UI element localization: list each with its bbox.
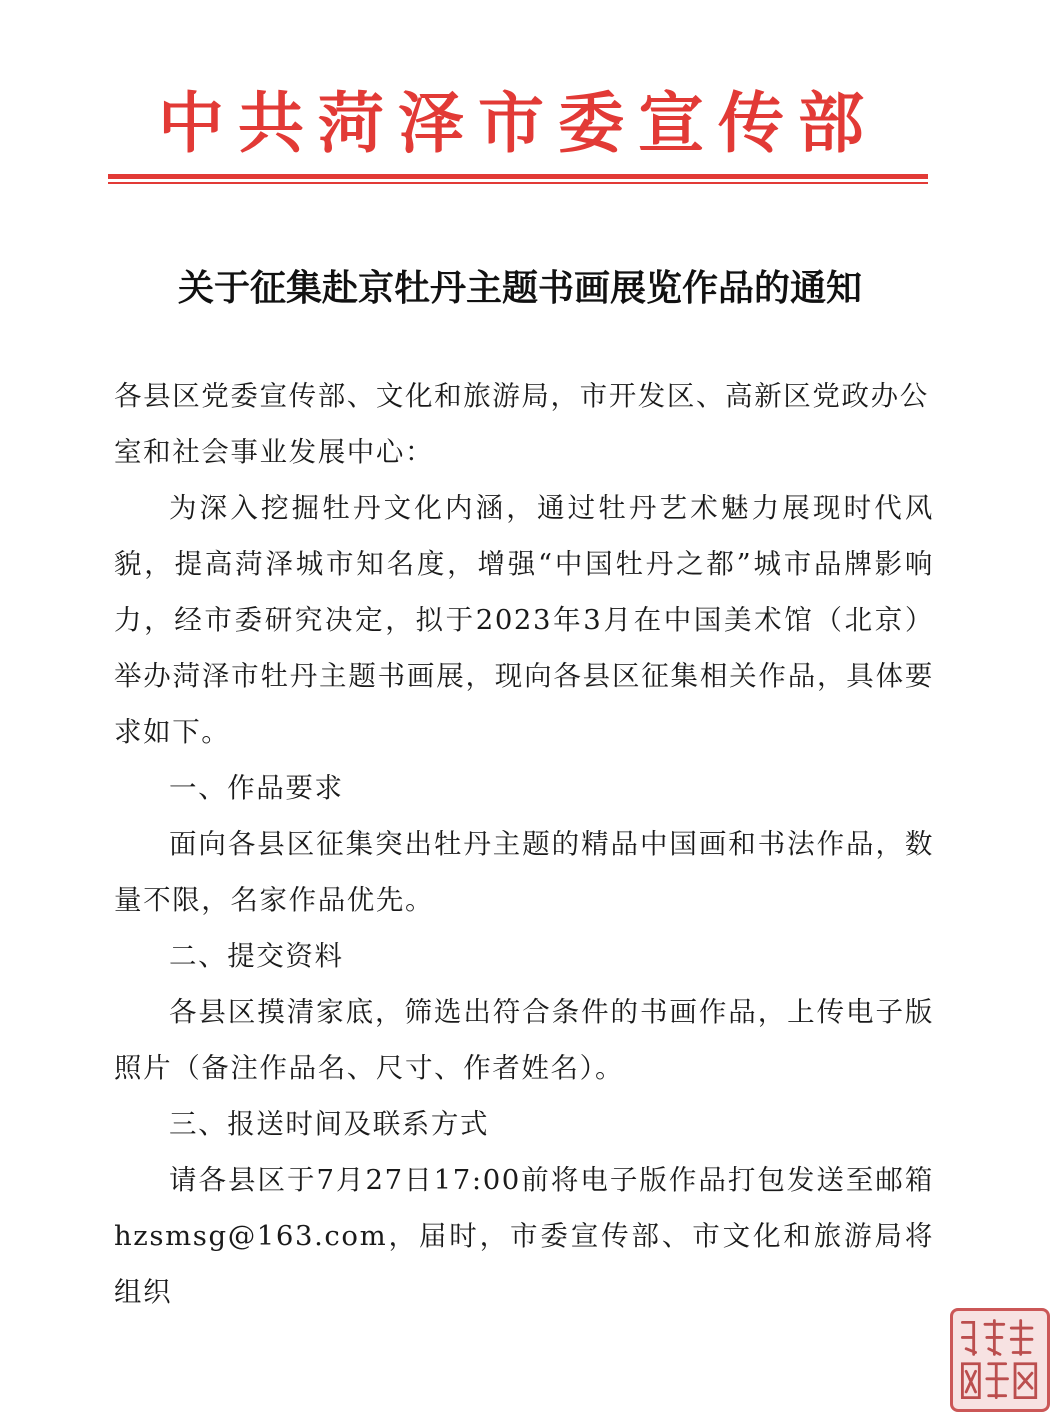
addressee-line-2: 室和社会事业发展中心： xyxy=(114,436,435,468)
section-3-text: 请各县区于7月27日17:00前将电子版作品打包发送至邮箱hzsmsg@163.com，届时，市委宣传部、市文化和旅游局将组织 xyxy=(114,1164,934,1308)
intro-paragraph: 为深入挖掘牡丹文化内涵，通过牡丹艺术魅力展现时代风貌，提高菏泽城市知名度，增强“中国牡丹之都”城市品牌影响力，经市委研究决定，拟于2023年3月在中国美术馆（北京）举办菏泽市牡丹主题书画展，现向各县区征集相关作品，具体要求如下。 xyxy=(114,492,934,748)
section-2-heading: 二、提交资料 xyxy=(169,940,344,972)
section-1-text: 面向各县区征集突出牡丹主题的精品中国画和书法作品，数量不限，名家作品优先。 xyxy=(114,828,934,916)
document-title: 关于征集赴京牡丹主题书画展览作品的通知 xyxy=(177,267,862,309)
section-1-heading: 一、作品要求 xyxy=(169,772,344,804)
letterhead-rule xyxy=(108,174,928,179)
seal-glyphs xyxy=(953,1311,1047,1409)
addressee-line-1: 各县区党委宣传部、文化和旅游局，市开发区、高新区党政办公 xyxy=(114,380,929,412)
document-body xyxy=(114,368,934,1320)
section-2-text: 各县区摸清家底，筛选出符合条件的书画作品，上传电子版照片（备注作品名、尺寸、作者姓名）。 xyxy=(114,996,934,1084)
letterhead-rule-thin xyxy=(108,182,928,184)
letterhead-title: 中共菏泽市委宣传部 xyxy=(158,84,878,162)
seal-stamp xyxy=(950,1308,1050,1412)
section-3-heading: 三、报送时间及联系方式 xyxy=(169,1108,490,1140)
